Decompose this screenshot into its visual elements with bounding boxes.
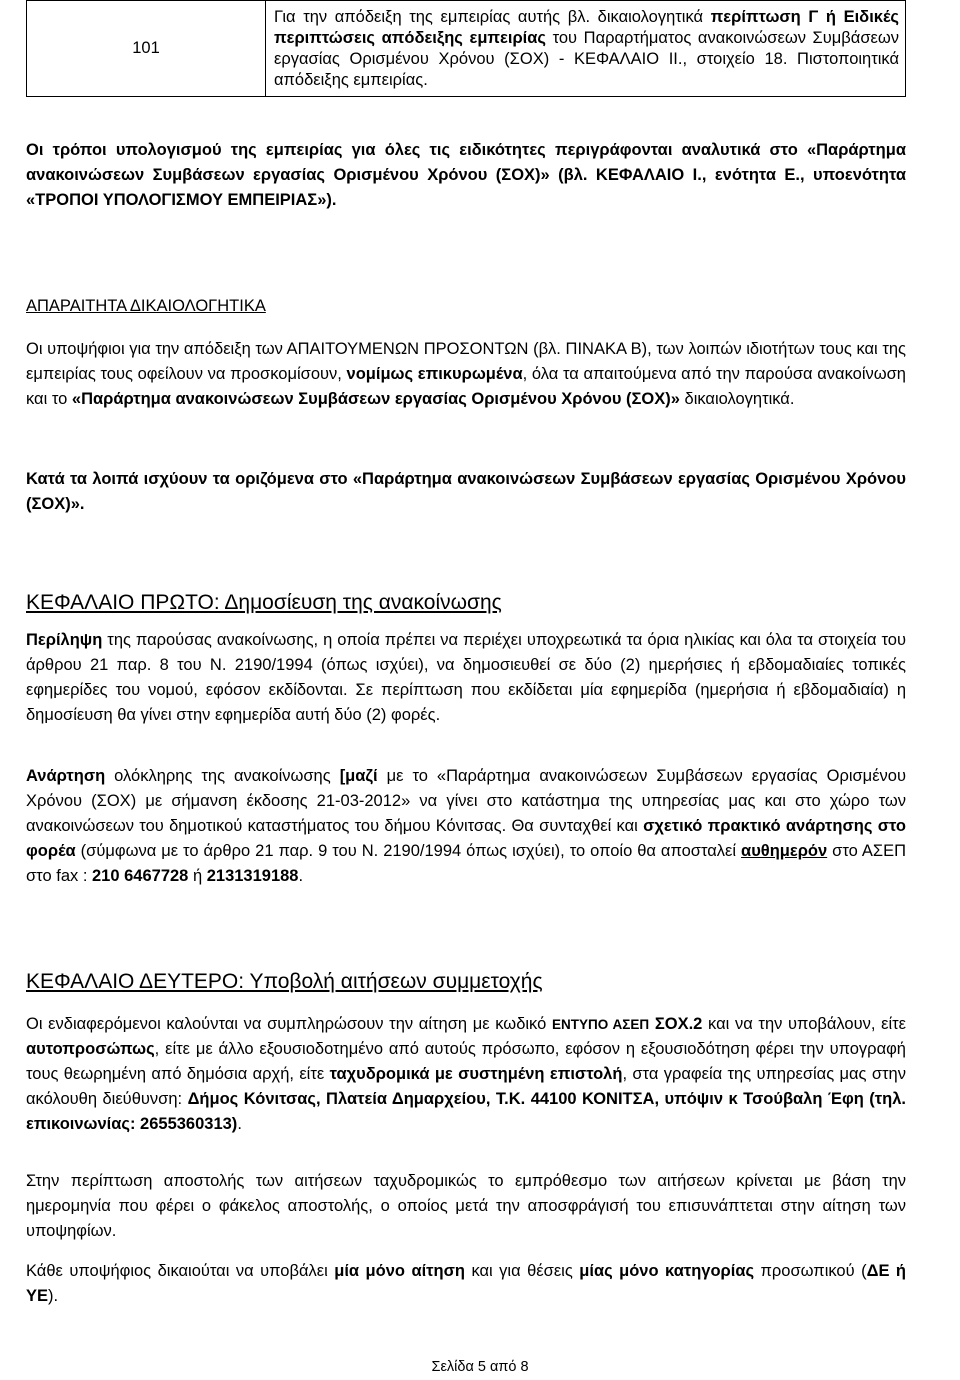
row-number: 101 [27,1,266,97]
req-text-5: δικαιολογητικά. [679,390,795,408]
posting-text-2: [μαζί [339,767,378,785]
page-footer: Σελίδα 5 από 8 [431,1359,529,1375]
chapter-one-heading: ΚΕΦΑΛΑΙΟ ΠΡΩΤΟ: Δημοσίευση της ανακοίνωσης [26,591,502,614]
single-text-2: μία μόνο αίτηση [334,1262,465,1280]
posting-text-6: αυθημερόν [741,842,828,860]
submission-text-5: αυτοπροσώπως [26,1040,155,1058]
table-row [27,1,906,97]
single-text-3: και για θέσεις [464,1262,580,1280]
posting-label: Ανάρτηση [26,767,106,785]
single-text-5: προσωπικού ( [754,1262,867,1280]
submission-paragraph [26,1012,906,1137]
qualification-table [26,0,906,97]
single-text-6: ΔΕ ή ΥΕ [26,1262,906,1305]
posting-text-3: με το «Παράρτημα ανακοινώσεων Συμβάσεων εργασίας Ορισμένου Χρόνου (ΣΟΧ) με σήμανση έκδοσης 21-03-2012» να γίνει στο κατάστημα της υπηρεσίας μας και στο χώρο των ανακοινώσεων του δημοτικού καταστήματος του δήμου Κόνιτσας. Θα συνταχθεί και [26,767,906,835]
postal-submission-paragraph: Στην περίπτωση αποστολής των αιτήσεων ταχυδρομικώς το εμπρόθεσμο των αιτήσεων κρίνεται με βάση την ημερομηνία που φέρει ο φάκελος αποστολής, ο οποίος μετά την αποσφράγισή του επισυνάπτεται στην αίτηση των υποψηφίων. [26,1172,906,1240]
row-text-3: του Παραρτήματος ανακοινώσεων Συμβάσεων εργασίας Ορισμένου Χρόνου (ΣΟΧ) - ΚΕΦΑΛΑΙΟ ΙΙ., στοιχείο 18. Πιστοποιητικά απόδειξης εμπειρίας. [274,29,899,89]
single-text-7: ). [48,1287,59,1305]
required-documents-paragraph [26,337,906,412]
submission-text-4: και να την υποβάλουν, είτε [702,1015,907,1033]
posting-text-9: ή [188,867,207,885]
posting-text-1: ολόκληρης της ανακοίνωσης [105,767,340,785]
row-text-1: Για την απόδειξη της εμπειρίας αυτής βλ. δικαιολογητικά [274,8,711,26]
fax-number-1: 210 6467728 [92,867,189,885]
summary-paragraph [26,628,906,728]
experience-calculation-paragraph: Οι τρόποι υπολογισμού της εμπειρίας για όλες τις ειδικότητες περιγράφονται αναλυτικά στο «Παράρτημα ανακοινώσεων Συμβάσεων εργασίας Ορισμένου Χρόνου (ΣΟΧ)» (βλ. ΚΕΦΑΛΑΙΟ Ι., ενότητα Ε., υποενότητα «ΤΡΟΠΟΙ ΥΠΟΛΟΓΙΣΜΟΥ ΕΜΠΕΙΡΙΑΣ»). [26,141,906,209]
submission-text-1: Οι ενδιαφερόμενοι καλούνται να συμπληρώσουν την αίτηση με κωδικό [26,1015,552,1033]
summary-text: της παρούσας ανακοίνωσης, η οποία πρέπει να περιέχει υποχρεωτικά τα όρια ηλικίας και όλα τα στοιχεία του άρθρου 21 παρ. 8 του Ν. 2190/1994 (όπως ισχύει), να δημοσιευθεί σε δύο (2) ημερήσιες ή εβδομαδιαίες τοπικές εφημερίδες του νομού, εφόσον εκδίδονται. Σε περίπτωση που εκδίδεται μία εφημερίδα (ημερήσια ή εβδομαδιαία) η δημοσίευση θα γίνει στην εφημερίδα αυτή δύο (2) φορές. [26,631,906,724]
submission-text-8: , στα γραφεία της υπηρεσίας μας στην ακόλουθη διεύθυνση: [26,1065,906,1108]
row-description [266,1,906,97]
form-code: ΕΝΤΥΠΟ ΑΣΕΠ [551,1017,650,1032]
required-documents-title: ΑΠΑΡΑΙΤΗΤΑ ΔΙΚΑΙΟΛΟΓΗΤΙΚΑ [26,297,266,315]
chapter-two-heading: ΚΕΦΑΛΑΙΟ ΔΕΥΤΕΡΟ: Υποβολή αιτήσεων συμμετοχής [26,970,543,993]
req-text-4: «Παράρτημα ανακοινώσεων Συμβάσεων εργασίας Ορισμένου Χρόνου (ΣΟΧ)» [71,390,680,408]
posting-text-7: στο ΑΣΕΠ στο fax : [26,842,907,885]
posting-text-11: . [298,867,304,885]
submission-text-7: ταχυδρομικά με συστημένη επιστολή [329,1065,623,1083]
form-number: ΣΟΧ.2 [654,1015,703,1033]
posting-text-5: (σύμφωνα με το άρθρο 21 παρ. 9 του Ν. 2190/1994 όπως ισχύει), το οποίο θα αποσταλεί [75,842,742,860]
posting-text-4: σχετικό πρακτικό ανάρτησης στο φορέα [26,817,906,860]
single-text-4: μίας μόνο κατηγορίας [579,1262,755,1280]
req-text-1: Οι υποψήφιοι για την απόδειξη των ΑΠΑΙΤΟΥΜΕΝΩΝ ΠΡΟΣΟΝΤΩΝ (βλ. ΠΙΝΑΚΑ Β), των λοιπών ιδιοτήτων τους και της εμπειρίας τους οφείλουν να προσκομίσουν, [26,340,906,383]
office-address: Δήμος Κόνιτσας, Πλατεία Δημαρχείου, Τ.Κ. 44100 ΚΟΝΙΤΣΑ, υπόψιν κ Τσούβαλη Έφη (τηλ. επικοινωνίας: 2655360313) [26,1090,906,1133]
posting-paragraph [26,764,906,889]
single-text-1: Κάθε υποψήφιος δικαιούται να υποβάλει [26,1262,335,1280]
other-provisions-paragraph: Κατά τα λοιπά ισχύουν τα οριζόμενα στο «Παράρτημα ανακοινώσεων Συμβάσεων εργασίας Ορισμένου Χρόνου (ΣΟΧ)». [26,470,906,513]
req-text-3: , όλα τα απαιτούμενα από την παρούσα ανακοίνωση και το [26,365,906,408]
row-text-2: περίπτωση Γ ή Ειδικές περιπτώσεις απόδειξης εμπειρίας [274,8,899,47]
req-text-2: νομίμως επικυρωμένα [346,365,523,383]
required-documents-heading [26,294,906,319]
summary-label: Περίληψη [26,631,103,649]
submission-text-6: , είτε με άλλο εξουσιοδοτημένο από αυτούς πρόσωπο, εφόσον η εξουσιοδότηση φέρει την υπογραφή τους θεωρημένη από δημόσια αρχή, είτε [26,1040,906,1083]
single-application-paragraph [26,1259,906,1309]
fax-number-2: 2131319188 [206,867,299,885]
document-page [26,0,907,1305]
submission-text-10: . [237,1115,242,1133]
